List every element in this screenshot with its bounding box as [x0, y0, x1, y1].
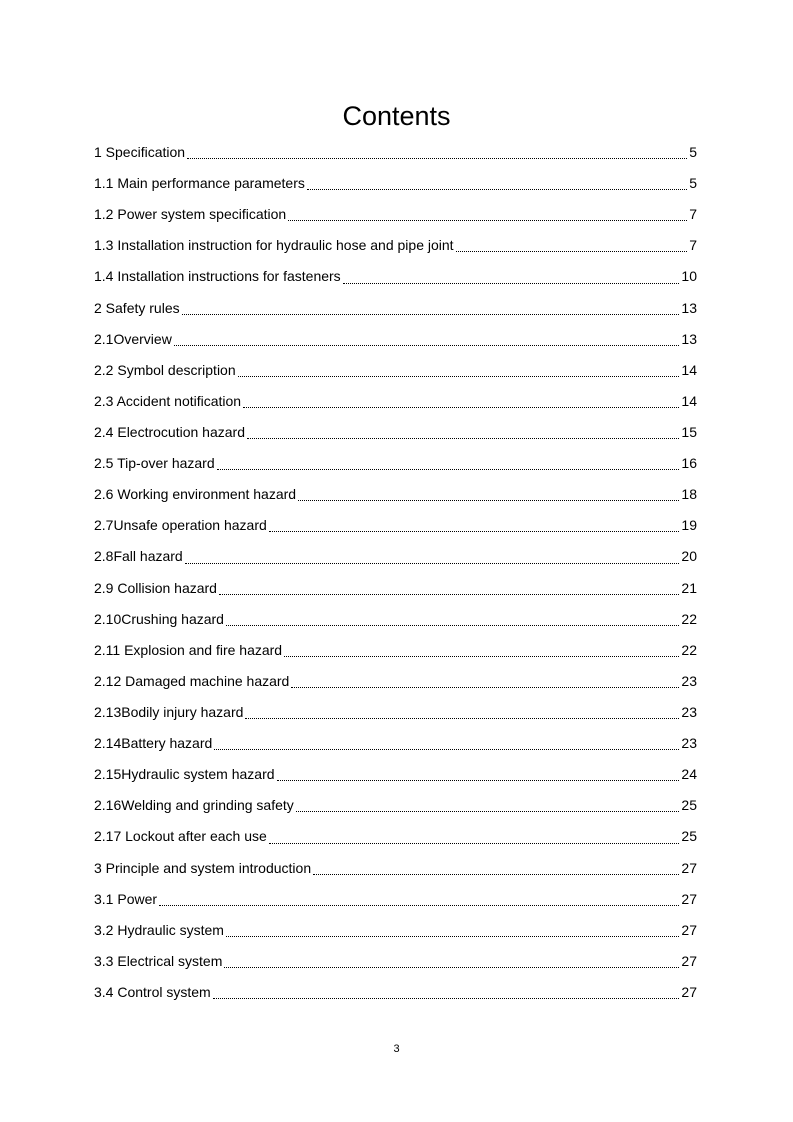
dot-leader — [313, 873, 679, 875]
toc-entry-page: 7 — [689, 206, 697, 223]
toc-entry-page: 13 — [681, 299, 697, 316]
toc-entry[interactable] — [94, 142, 697, 173]
toc-entry-page: 27 — [681, 921, 697, 938]
dot-leader — [284, 655, 679, 657]
toc-entry-page: 13 — [681, 330, 697, 347]
dot-leader — [298, 499, 679, 501]
toc-entry[interactable] — [94, 546, 697, 577]
dot-leader — [269, 530, 680, 532]
dot-leader — [185, 562, 680, 564]
toc-entry-label: 3.2 Hydraulic system — [94, 921, 224, 938]
toc-entry-label: 3 Principle and system introduction — [94, 859, 312, 876]
toc-entry-label: 2.4 Electrocution hazard — [94, 423, 245, 440]
toc-entry[interactable] — [94, 795, 697, 826]
dot-leader — [296, 810, 680, 812]
toc-entry-page: 22 — [681, 610, 697, 627]
dot-leader — [159, 904, 679, 906]
toc-entry-label: 3.1 Power — [94, 890, 158, 907]
toc-entry-label: 2 Safety rules — [94, 299, 180, 316]
toc-entry[interactable] — [94, 173, 697, 204]
toc-entry-label: 2.7Unsafe operation hazard — [94, 517, 267, 534]
toc-entry[interactable] — [94, 671, 697, 702]
toc-entry-page: 25 — [681, 828, 697, 845]
toc-entry-label: 1.2 Power system specification — [94, 206, 287, 223]
toc-entry[interactable] — [94, 951, 697, 982]
toc-entry-label: 2.13Bodily injury hazard — [94, 703, 244, 720]
toc-entry-label: 3.4 Control system — [94, 983, 211, 1000]
toc-entry-page: 27 — [681, 952, 697, 969]
toc-entry-label: 2.11 Explosion and fire hazard — [94, 641, 283, 658]
toc-entry[interactable] — [94, 640, 697, 671]
toc-entry[interactable] — [94, 702, 697, 733]
toc-entry[interactable] — [94, 826, 697, 857]
dot-leader — [245, 717, 679, 719]
toc-entry-page: 7 — [689, 237, 697, 254]
toc-entry-page: 5 — [689, 175, 697, 192]
dot-leader — [224, 966, 679, 968]
dot-leader — [277, 779, 680, 781]
toc-entry-label: 2.3 Accident notification — [94, 392, 242, 409]
toc-entry[interactable] — [94, 982, 697, 1013]
toc-entry-page: 22 — [681, 641, 697, 658]
toc-entry-label: 2.8Fall hazard — [94, 548, 183, 565]
dot-leader — [291, 686, 679, 688]
toc-entry-label: 2.2 Symbol description — [94, 361, 236, 378]
toc-entry-page: 23 — [681, 735, 697, 752]
toc-entry-label: 2.14Battery hazard — [94, 735, 213, 752]
toc-entry-page: 27 — [681, 983, 697, 1000]
dot-leader — [456, 250, 688, 252]
toc-entry-page: 27 — [681, 859, 697, 876]
toc-entry-label: 2.12 Damaged machine hazard — [94, 672, 290, 689]
toc-entry[interactable] — [94, 235, 697, 266]
toc-entry-label: 1.3 Installation instruction for hydraulic hose and pipe joint — [94, 237, 454, 254]
toc-entry-label: 1.4 Installation instructions for fasteners — [94, 268, 341, 285]
toc-entry-label: 2.17 Lockout after each use — [94, 828, 267, 845]
dot-leader — [269, 842, 680, 844]
dot-leader — [219, 593, 679, 595]
dot-leader — [288, 219, 687, 221]
page-title: Contents — [342, 101, 451, 131]
toc-entry-label: 1 Specification — [94, 144, 186, 160]
dot-leader — [174, 344, 680, 346]
toc-entry-page: 23 — [681, 672, 697, 689]
dot-leader — [226, 935, 679, 937]
toc-entry-page: 18 — [681, 486, 697, 503]
dot-leader — [187, 157, 687, 159]
toc-entry[interactable] — [94, 515, 697, 546]
toc-entry-page: 24 — [681, 766, 697, 783]
dot-leader — [226, 624, 679, 626]
dot-leader — [247, 437, 679, 439]
toc-entry-page: 15 — [681, 423, 697, 440]
toc-entry-label: 2.1Overview — [94, 330, 172, 347]
dot-leader — [213, 997, 680, 999]
toc-entry[interactable] — [94, 391, 697, 422]
toc-entry-page: 23 — [681, 703, 697, 720]
toc-entry-page: 21 — [681, 579, 697, 596]
toc-entry-label: 2.9 Collision hazard — [94, 579, 217, 596]
toc-entry[interactable] — [94, 360, 697, 391]
toc-entry[interactable] — [94, 484, 697, 515]
toc-entry-label: 2.5 Tip-over hazard — [94, 455, 215, 472]
toc-entry[interactable] — [94, 204, 697, 235]
dot-leader — [182, 313, 680, 315]
dot-leader — [217, 468, 680, 470]
toc-entry-label: 2.15Hydraulic system hazard — [94, 766, 275, 783]
dot-leader — [307, 188, 687, 190]
toc-entry[interactable] — [94, 453, 697, 484]
dot-leader — [214, 748, 679, 750]
page-number: 3 — [393, 1043, 400, 1055]
toc-entry-page: 16 — [681, 455, 697, 472]
toc-entry[interactable] — [94, 422, 697, 453]
toc-entry[interactable] — [94, 764, 697, 795]
toc-entry-page: 20 — [681, 548, 697, 565]
toc-entry[interactable] — [94, 266, 697, 297]
toc-entry[interactable] — [94, 578, 697, 609]
toc-entry-page: 5 — [689, 144, 697, 160]
toc-entry-page: 14 — [681, 361, 697, 378]
toc-entry[interactable] — [94, 298, 697, 329]
toc-entry-page: 19 — [681, 517, 697, 534]
toc-entry[interactable] — [94, 858, 697, 889]
toc-entry-page: 14 — [681, 392, 697, 409]
table-of-contents — [94, 142, 697, 1013]
toc-entry-page: 10 — [681, 268, 697, 285]
toc-entry-label: 2.16Welding and grinding safety — [94, 797, 294, 814]
dot-leader — [243, 406, 679, 408]
toc-entry-label: 1.1 Main performance parameters — [94, 175, 305, 192]
toc-entry[interactable] — [94, 609, 697, 640]
toc-entry[interactable] — [94, 329, 697, 360]
toc-entry-page: 25 — [681, 797, 697, 814]
toc-entry-label: 2.6 Working environment hazard — [94, 486, 297, 503]
dot-leader — [238, 375, 680, 377]
dot-leader — [343, 282, 680, 284]
toc-entry[interactable] — [94, 733, 697, 764]
toc-entry-label: 3.3 Electrical system — [94, 952, 223, 969]
toc-entry-page: 27 — [681, 890, 697, 907]
toc-entry[interactable] — [94, 920, 697, 951]
toc-entry-label: 2.10Crushing hazard — [94, 610, 224, 627]
toc-entry[interactable] — [94, 889, 697, 920]
